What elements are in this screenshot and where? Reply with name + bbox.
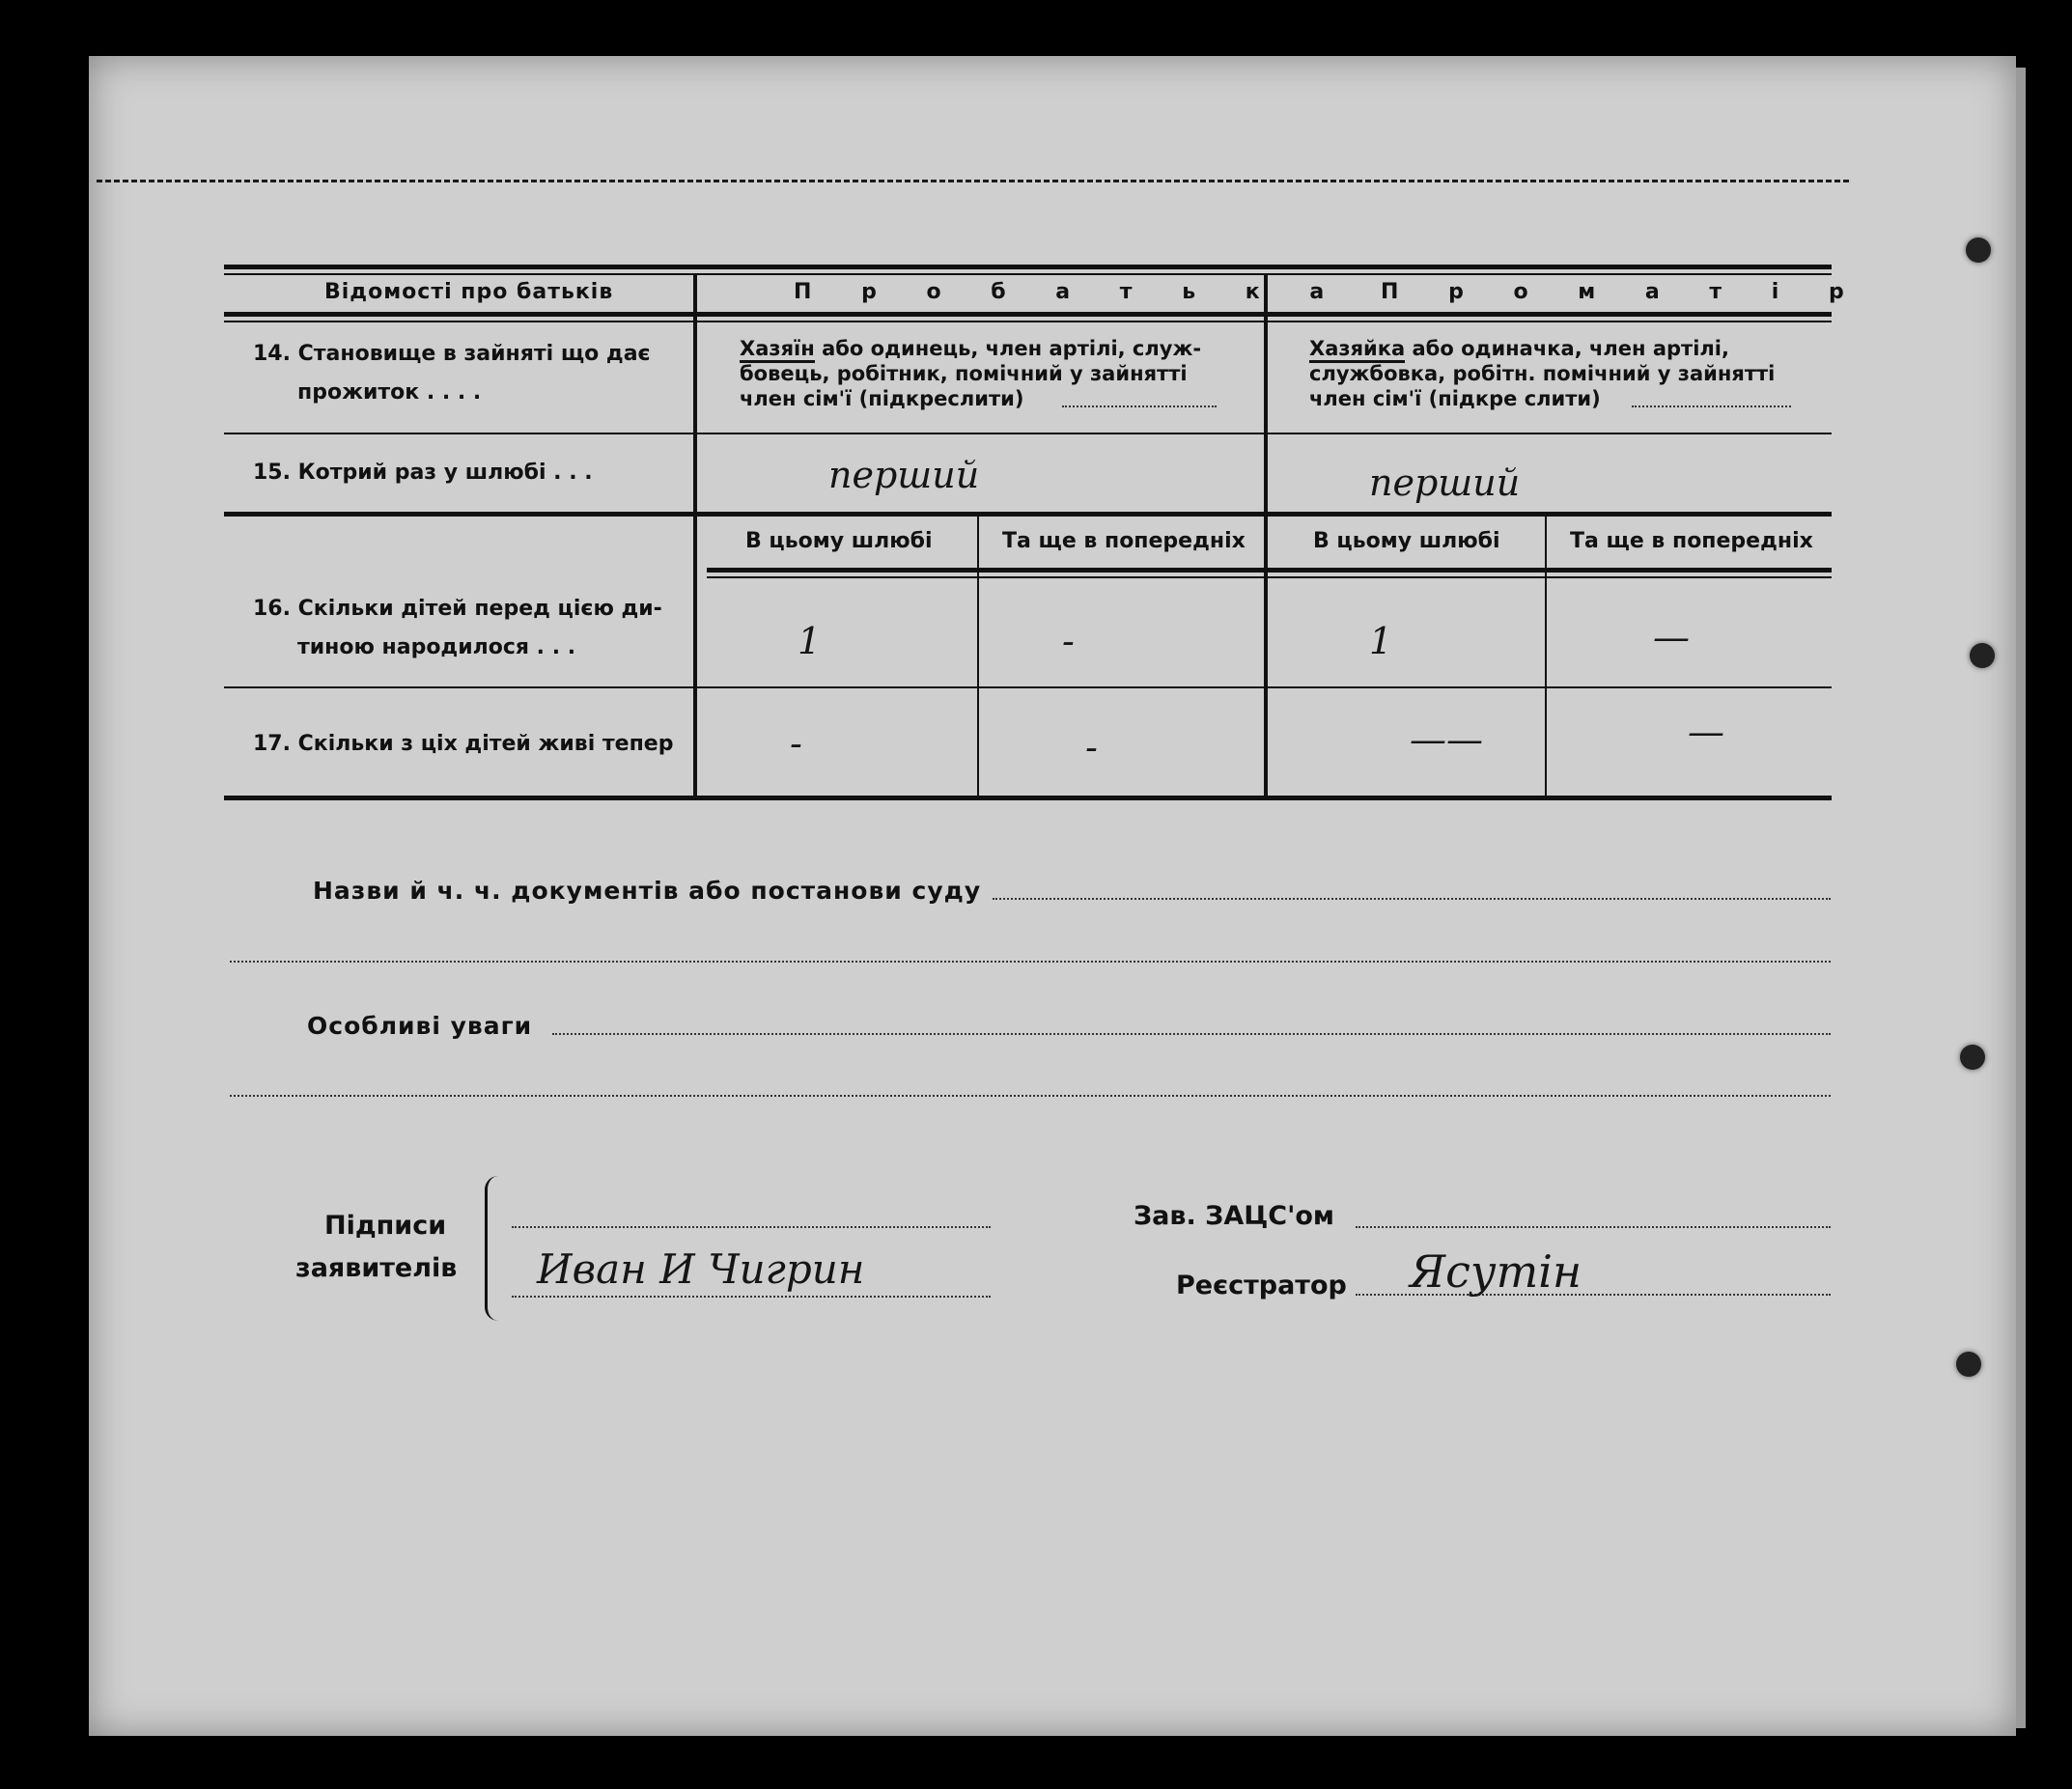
signatures-brace [485, 1176, 505, 1321]
mother-options-line2: службовка, робітн. помічний у зайнятті [1309, 362, 1776, 385]
row16-label-cont: тиною народилося . . . [297, 635, 576, 659]
mother-options-line1: або одиначка, член артілі, [1405, 337, 1729, 360]
remarks-fill-line-2 [230, 1095, 1831, 1097]
father-options-line1: або одинець, член артілі, служ- [814, 337, 1202, 360]
signature-line [512, 1226, 991, 1228]
row14-bottom-rule [224, 433, 1832, 434]
subheader-father-this: В цьому шлюбі [745, 529, 933, 553]
subheader-bottom-rule [707, 568, 1832, 573]
row17-father-prev: - [1085, 726, 1098, 769]
signatures-label-cont: заявителів [295, 1253, 458, 1283]
father-selected-option: Хазяїн [740, 337, 815, 363]
documents-fill-line [993, 898, 1831, 900]
row15-bottom-rule [224, 512, 1832, 517]
head-signature-line [1356, 1226, 1831, 1228]
fill-line [1062, 405, 1217, 407]
table-top-rule [224, 265, 1832, 269]
column-divider [1264, 274, 1268, 799]
mother-options-line3: член сім'ї (підкре слити) [1309, 387, 1601, 410]
row16-father-this: 1 [798, 620, 822, 662]
registrar-label: Реєстратор [1176, 1271, 1347, 1300]
subheader-bottom-rule-inner [707, 576, 1832, 578]
remarks-fill-line [552, 1033, 1831, 1035]
row16-mother-this: 1 [1369, 620, 1393, 662]
mother-selected-option: Хазяйка [1309, 337, 1405, 363]
header-father: П р о б а т ь к а [794, 280, 1346, 304]
registrar-signature: Ясутін [1410, 1245, 1582, 1298]
binding-hole [1966, 238, 1991, 263]
signature-line [512, 1296, 991, 1298]
subheader-father-prev: Та ще в попередніх [1002, 529, 1246, 553]
head-label: Зав. ЗАЦС'ом [1134, 1201, 1334, 1231]
documents-label: Назви й ч. ч. документів або постанови суду [313, 877, 982, 905]
row14-father-options [740, 336, 1251, 411]
header-bottom-rule [224, 312, 1832, 317]
row16-bottom-rule [224, 686, 1832, 688]
column-divider [977, 517, 979, 797]
sheet-edge [2016, 68, 2026, 1728]
column-divider [693, 274, 697, 799]
applicant-signature: Иван И Чигрин [537, 1245, 865, 1293]
subheader-mother-this: В цьому шлюбі [1313, 529, 1500, 553]
father-options-line2: бовець, робітник, помічний у зайнятті [740, 362, 1188, 385]
table-bottom-rule [224, 796, 1832, 800]
header-bottom-rule-inner [224, 321, 1832, 322]
row14-label: 14. Становище в зайняті що дає [253, 342, 651, 366]
row15-label: 15. Котрий раз у шлюбі . . . [253, 461, 593, 485]
row17-label: 17. Скільки з ціх дітей живі тепер [253, 732, 674, 756]
fill-line [1632, 405, 1791, 407]
row17-mother-this: —— [1410, 718, 1483, 761]
row17-father-this: - [790, 722, 802, 765]
perforation-line [97, 180, 1849, 182]
column-divider [1545, 517, 1547, 797]
row15-mother-value: перший [1369, 461, 1521, 504]
binding-hole [1956, 1352, 1981, 1377]
binding-hole [1970, 643, 1995, 668]
row17-mother-prev: — [1688, 711, 1724, 753]
header-mother: П р о м а т і р [1381, 280, 1865, 304]
row15-father-value: перший [828, 454, 980, 496]
documents-fill-line-2 [230, 961, 1831, 963]
subheader-mother-prev: Та ще в попередніх [1570, 529, 1813, 553]
row14-mother-options [1309, 336, 1831, 411]
header-info: Відомості про батьків [324, 280, 614, 304]
binding-hole [1960, 1045, 1985, 1070]
father-options-line3: член сім'ї (підкреслити) [740, 387, 1024, 410]
row16-label: 16. Скільки дітей перед цією ди- [253, 597, 662, 621]
remarks-label: Особливі уваги [307, 1012, 533, 1040]
row16-mother-prev: — [1653, 616, 1690, 658]
row16-father-prev: - [1062, 620, 1075, 662]
table-top-rule-inner [224, 273, 1832, 275]
signatures-label: Підписи [324, 1211, 447, 1241]
row14-label-cont: прожиток . . . . [297, 380, 482, 405]
